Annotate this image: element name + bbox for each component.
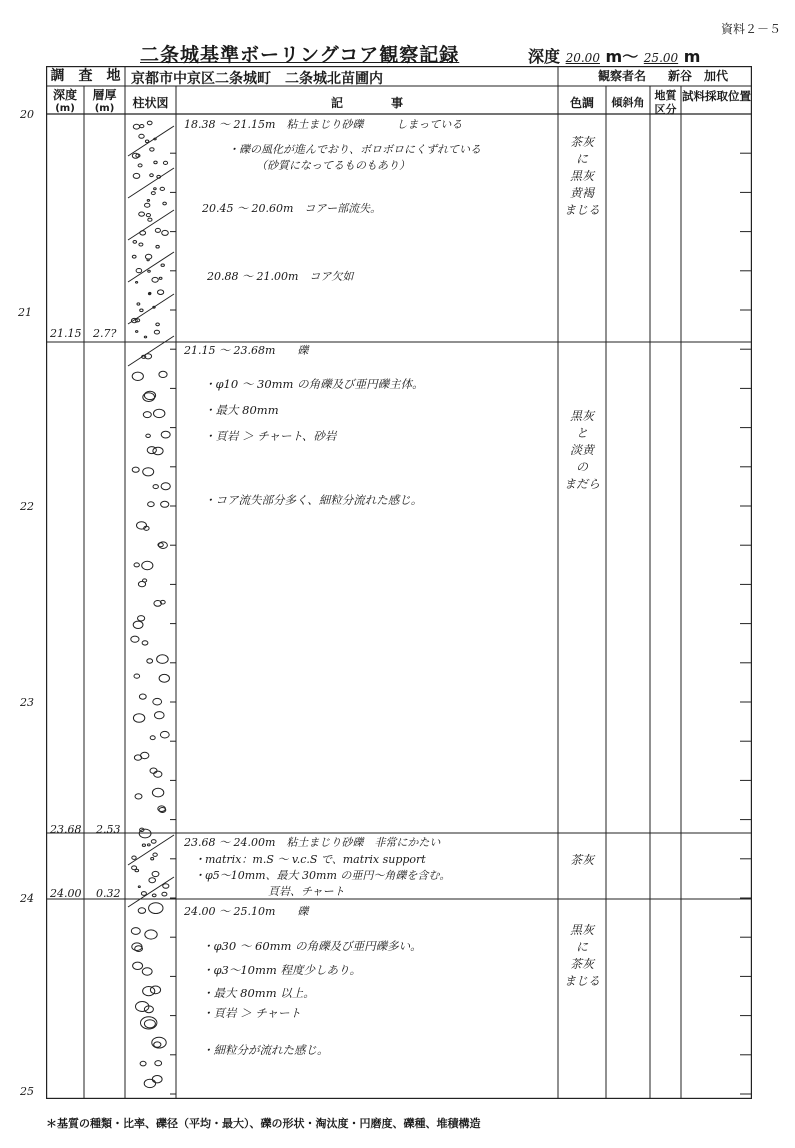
gravel-symbol bbox=[138, 164, 142, 167]
depth-mark-22: 22 bbox=[20, 500, 34, 513]
gravel-symbol bbox=[161, 431, 170, 438]
layer1-entry-1: 18.38 〜 21.15m 粘土まじり砂礫 しまっている bbox=[184, 118, 463, 131]
gravel-symbol bbox=[138, 908, 145, 914]
depth-mark-25: 25 bbox=[20, 1085, 34, 1098]
gravel-symbol bbox=[159, 277, 162, 279]
layer1-thickness: 2.7? bbox=[93, 327, 117, 340]
gravel-symbol bbox=[131, 636, 139, 642]
hatch-line bbox=[128, 294, 174, 324]
layer2-color-4: の bbox=[575, 460, 588, 474]
gravel-symbol bbox=[147, 121, 152, 125]
layer1-color-5: まじる bbox=[563, 203, 600, 217]
gravel-symbol bbox=[147, 659, 153, 663]
gravel-symbol bbox=[138, 886, 140, 888]
gravel-symbol bbox=[151, 192, 155, 195]
gravel-symbol bbox=[159, 371, 167, 377]
gravel-symbol bbox=[139, 243, 143, 246]
gravel-symbol bbox=[137, 522, 147, 529]
depth-from: 20.00 bbox=[565, 51, 600, 65]
column-log-ticks bbox=[170, 114, 176, 1094]
depth-mark-24: 24 bbox=[20, 892, 34, 905]
gravel-symbol bbox=[134, 755, 141, 760]
gravel-symbol bbox=[150, 986, 160, 994]
header-geo-class: 地質区分 bbox=[654, 89, 677, 116]
gravel-symbol bbox=[155, 228, 160, 232]
header-depth-unit: (m) bbox=[55, 103, 75, 114]
gravel-symbol bbox=[136, 269, 142, 273]
gravel-symbol bbox=[152, 871, 159, 876]
gravel-symbol bbox=[150, 768, 157, 773]
depth-separator: m〜 bbox=[605, 47, 639, 66]
header-color: 色調 bbox=[569, 96, 594, 110]
gravel-symbol bbox=[132, 255, 136, 258]
gravel-symbol bbox=[160, 187, 164, 190]
gravel-symbol bbox=[132, 943, 142, 951]
observer-label: 観察者名 bbox=[598, 69, 647, 83]
gravel-symbol bbox=[142, 968, 152, 975]
page-title: 二条城基準ボーリングコア観察記録 bbox=[140, 44, 460, 66]
gravel-symbol bbox=[133, 173, 140, 178]
layer1-color-4: 黄褐 bbox=[569, 186, 594, 200]
layer2-depth: 23.68 bbox=[50, 823, 82, 836]
gravel-symbol bbox=[159, 674, 169, 682]
header-sample: 試料採取位置 bbox=[682, 89, 751, 103]
gravel-symbol bbox=[132, 372, 143, 380]
layer1-color bbox=[562, 134, 602, 219]
gravel-symbol bbox=[158, 290, 164, 295]
gravel-symbol bbox=[142, 641, 148, 645]
depth-mark-21: 21 bbox=[18, 306, 32, 319]
layer4-entry-6: ・細粒分が流れた感じ。 bbox=[202, 1043, 329, 1057]
depth-unit: m bbox=[683, 47, 701, 66]
header-description: 記 事 bbox=[330, 96, 403, 110]
gravel-symbol bbox=[154, 771, 162, 777]
gravel-symbol bbox=[146, 214, 150, 217]
gravel-symbol bbox=[148, 270, 151, 272]
gravel-symbol bbox=[133, 621, 143, 628]
hatch-line bbox=[128, 252, 174, 282]
gravel-symbol bbox=[148, 218, 152, 221]
layer4-entry-3: ・φ3〜10mm 程度少しあり。 bbox=[202, 963, 361, 977]
header-column-log: 柱状図 bbox=[132, 96, 169, 110]
gravel-symbol bbox=[162, 230, 169, 235]
gravel-symbol bbox=[155, 1061, 162, 1066]
layer2-entry-5: ・コア流失部分多く、細粒分流れた感じ。 bbox=[204, 493, 423, 507]
gravel-symbol bbox=[135, 794, 142, 799]
gravel-symbol bbox=[161, 483, 170, 490]
layer4-entry-1: 24.00 〜 25.10m 礫 bbox=[184, 905, 309, 918]
gravel-symbol bbox=[154, 188, 157, 190]
layer2-thickness: 2.53 bbox=[96, 823, 121, 836]
gravel-symbol bbox=[145, 930, 157, 939]
layer3-thickness: 0.32 bbox=[96, 887, 121, 900]
gravel-symbol bbox=[153, 853, 157, 856]
gravel-symbol bbox=[147, 200, 149, 202]
hatch-line bbox=[128, 336, 174, 366]
layer1-entry-3: （砂質になってるものもあり） bbox=[256, 159, 410, 172]
gravel-symbol bbox=[150, 174, 154, 177]
layer4-color-4: まじる bbox=[563, 974, 600, 988]
gravel-symbol bbox=[154, 409, 165, 417]
hatch-line bbox=[128, 877, 174, 907]
layer4-entry-4: ・最大 80mm 以上。 bbox=[202, 986, 315, 1000]
gravel-symbol bbox=[141, 1017, 157, 1029]
header-thickness-label: 層厚 bbox=[92, 88, 117, 102]
gravel-symbol bbox=[139, 212, 145, 216]
layer1-depth: 21.15 bbox=[50, 327, 82, 340]
gravel-symbol bbox=[143, 412, 151, 418]
hatch-line bbox=[128, 835, 174, 865]
layer2-color-1: 黒灰 bbox=[569, 409, 594, 423]
gravel-symbol bbox=[133, 241, 137, 244]
gravel-symbol bbox=[133, 962, 143, 969]
layer4-entry-2: ・φ30 〜 60mm の角礫及び亜円礫多い。 bbox=[202, 939, 422, 953]
gravel-symbol bbox=[145, 254, 151, 259]
gravel-symbol bbox=[145, 203, 150, 207]
gravel-symbol bbox=[153, 698, 162, 705]
gravel-symbol bbox=[163, 884, 169, 889]
layer3-entry-4: 頁岩、チャート bbox=[268, 885, 345, 898]
gravel-symbol bbox=[153, 447, 163, 455]
gravel-symbol bbox=[152, 1076, 162, 1083]
layer3-entry-2: ・matrix：m.S 〜 v.c.S で、matrix support bbox=[194, 853, 426, 866]
depth-to: 25.00 bbox=[643, 51, 679, 65]
gravel-symbol bbox=[150, 736, 155, 740]
gravel-symbol bbox=[134, 674, 140, 678]
layer1-entry-2: ・礫の風化が進んでおり、ボロボロにくずれている bbox=[228, 143, 481, 156]
gravel-symbol bbox=[133, 714, 144, 723]
layer3-color-1: 茶灰 bbox=[569, 853, 594, 867]
column-log-symbols bbox=[128, 121, 174, 1088]
layer4-entry-5: ・頁岩 ＞ チャート bbox=[202, 1006, 301, 1020]
depth-range bbox=[528, 44, 700, 67]
header-depth-label: 深度 bbox=[52, 88, 77, 102]
layer2-color-3: 淡黄 bbox=[569, 443, 594, 457]
gravel-symbol bbox=[143, 987, 155, 996]
header-dip: 傾斜角 bbox=[611, 96, 645, 109]
gravel-symbol bbox=[151, 840, 156, 844]
gravel-symbol bbox=[140, 309, 143, 312]
layer1-entry-4: 20.45 〜 20.60m コアー部流失。 bbox=[202, 202, 382, 215]
gravel-symbol bbox=[138, 616, 145, 621]
gravel-symbol bbox=[156, 245, 159, 248]
layer2-entry-2: ・φ10 〜 30mm の角礫及び亜円礫主体。 bbox=[204, 377, 424, 391]
gravel-symbol bbox=[135, 869, 139, 872]
gravel-symbol bbox=[154, 330, 159, 334]
depth-mark-20: 20 bbox=[20, 108, 34, 121]
gravel-symbol bbox=[142, 561, 153, 569]
footnote: ＊基質の種類・比率、礫径（平均・最大）、礫の形状・淘汰度・円磨度、礫種、堆積構造 bbox=[46, 1117, 481, 1130]
gravel-symbol bbox=[139, 134, 144, 138]
header-thickness-unit: (m) bbox=[94, 103, 115, 114]
layer3-color bbox=[562, 852, 602, 869]
layer2-entry-4: ・頁岩 ＞ チャート、砂岩 bbox=[204, 429, 337, 443]
layer2-color-5: まだら bbox=[563, 477, 600, 491]
gravel-symbol bbox=[142, 844, 145, 846]
gravel-symbol bbox=[162, 892, 167, 896]
gravel-symbol bbox=[163, 202, 167, 205]
layer1-color-2: に bbox=[575, 152, 588, 166]
gravel-symbol bbox=[156, 323, 160, 326]
gravel-symbol bbox=[161, 264, 164, 266]
document-reference: 資料２－５ bbox=[720, 22, 781, 36]
location-label: 調 査 地 bbox=[50, 68, 121, 84]
header-thickness bbox=[84, 88, 125, 116]
gravel-symbol bbox=[136, 282, 138, 284]
gravel-symbol bbox=[131, 928, 140, 935]
layer3-depth: 24.00 bbox=[50, 887, 82, 900]
layer4-color-3: 茶灰 bbox=[569, 957, 594, 971]
gravel-symbol bbox=[133, 124, 139, 129]
layer1-color-1: 茶灰 bbox=[569, 135, 594, 149]
gravel-symbol bbox=[161, 501, 169, 507]
gravel-symbol bbox=[152, 894, 156, 897]
gravel-symbol bbox=[163, 161, 167, 164]
gravel-symbol bbox=[144, 1079, 155, 1087]
gravel-symbol bbox=[154, 161, 157, 164]
depth-mark-23: 23 bbox=[20, 696, 34, 709]
layer2-color-2: と bbox=[575, 426, 588, 440]
gravel-symbol bbox=[160, 731, 169, 738]
gravel-symbol bbox=[150, 148, 154, 151]
layer3-entry-3: ・φ5〜10mm、最大 30mm の亜円〜角礫を含む。 bbox=[194, 869, 451, 882]
gravel-symbol bbox=[136, 331, 138, 333]
gravel-symbol bbox=[132, 467, 139, 472]
observer-name: 新谷 加代 bbox=[668, 69, 729, 83]
gravel-symbol bbox=[139, 694, 146, 699]
layer4-color-2: に bbox=[575, 940, 588, 954]
depth-range-label: 深度 bbox=[528, 47, 561, 66]
gravel-symbol bbox=[132, 856, 136, 859]
layer2-color bbox=[562, 408, 602, 493]
gravel-symbol bbox=[151, 858, 154, 860]
gravel-symbol bbox=[152, 788, 163, 797]
gravel-symbol bbox=[146, 434, 151, 437]
gravel-symbol bbox=[140, 1061, 146, 1066]
gravel-symbol bbox=[140, 125, 144, 128]
layer2-entry-1: 21.15 〜 23.68m 礫 bbox=[184, 344, 309, 357]
layer1-entry-5: 20.88 〜 21.00m コア欠如 bbox=[207, 270, 354, 283]
location-value: 京都市中京区二条城町 二条城北苗圃内 bbox=[131, 71, 383, 87]
gravel-symbol bbox=[149, 903, 163, 914]
header-depth bbox=[46, 88, 84, 116]
gravel-symbol bbox=[143, 579, 147, 582]
gravel-symbol bbox=[157, 655, 169, 664]
gravel-symbol bbox=[155, 712, 165, 719]
gravel-symbol bbox=[154, 1042, 161, 1047]
layer3-entry-1: 23.68 〜 24.00m 粘土まじり砂礫 非常にかたい bbox=[184, 836, 441, 849]
gravel-symbol bbox=[141, 892, 146, 896]
gravel-symbol bbox=[147, 844, 150, 846]
gravel-symbol bbox=[148, 502, 155, 507]
layer4-color-1: 黒灰 bbox=[569, 923, 594, 937]
gravel-symbol bbox=[137, 303, 140, 305]
gravel-symbol bbox=[134, 563, 139, 567]
sample-scale-ticks bbox=[740, 114, 752, 1094]
layer1-color-3: 黒灰 bbox=[569, 169, 594, 183]
gravel-symbol bbox=[152, 277, 158, 282]
gravel-symbol bbox=[144, 1020, 155, 1028]
gravel-symbol bbox=[143, 468, 154, 476]
gravel-symbol bbox=[149, 878, 156, 883]
gravel-symbol bbox=[153, 485, 158, 489]
gravel-symbol bbox=[144, 336, 146, 338]
layer2-entry-3: ・最大 80mm bbox=[204, 403, 279, 417]
layer4-color bbox=[562, 922, 602, 990]
